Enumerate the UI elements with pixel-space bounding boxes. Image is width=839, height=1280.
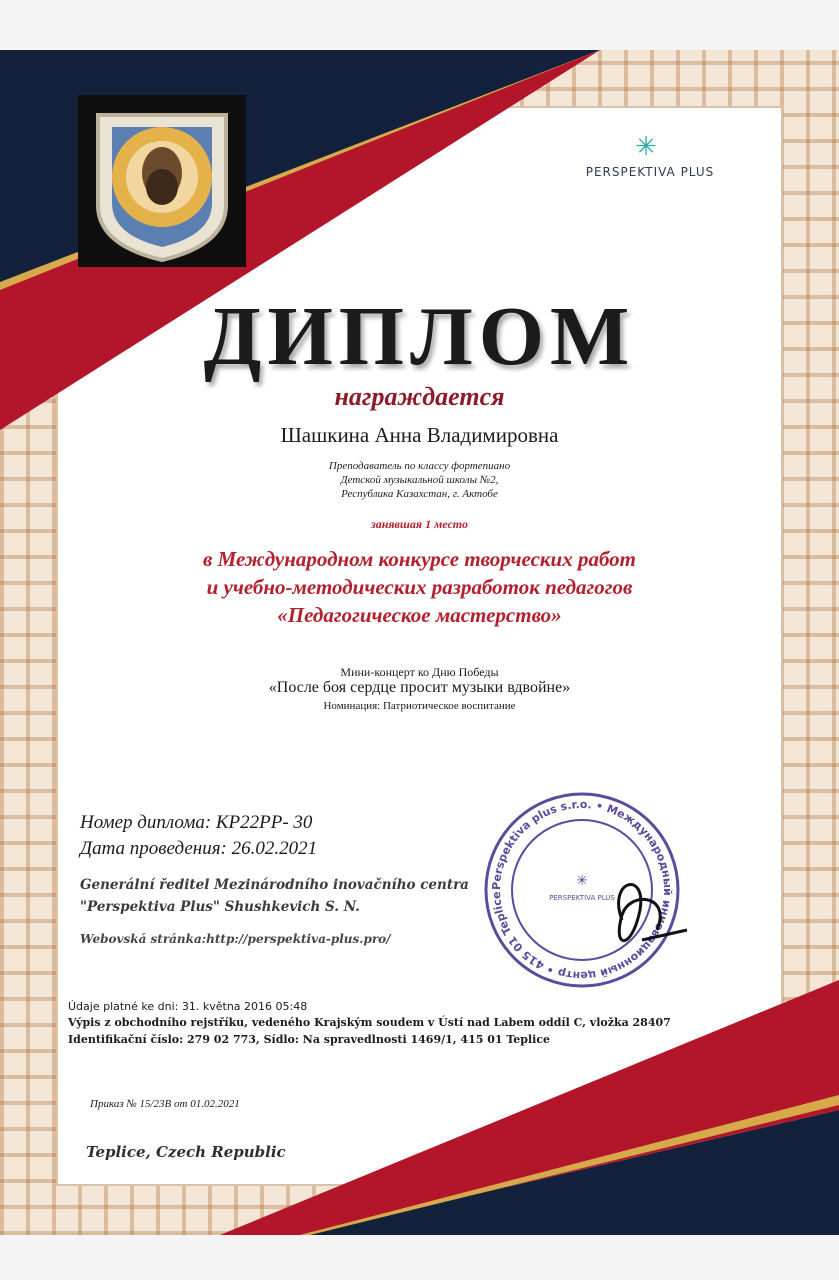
position-line: Преподаватель по классу фортепиано bbox=[328, 460, 511, 472]
position-line: Республика Казахстан, г. Актобе bbox=[341, 488, 498, 500]
portrait-emblem-icon bbox=[78, 95, 246, 267]
svg-text:Perspektiva plus s.r.o. • Межд bbox=[472, 790, 674, 982]
director-line: Generální ředitel Mezinárodního inovačního centra bbox=[80, 877, 469, 893]
contest-line: и учебно-методических разработок педагогов bbox=[206, 575, 633, 599]
city-label: Teplice, Czech Republic bbox=[86, 1143, 286, 1161]
contest-title: «Педагогическое мастерство» bbox=[277, 603, 562, 627]
place-label: занявшая 1 место bbox=[371, 517, 468, 531]
contest-line: в Международном конкурсе творческих работ bbox=[202, 547, 637, 571]
event-date: Дата проведения: 26.02.2021 bbox=[80, 838, 318, 859]
registry-line: Identifikační číslo: 279 02 773, Sídlo: Na spravedlnosti 1469/1, 415 01 Teplice bbox=[68, 1033, 551, 1046]
diploma-number: Номер диплома: КР22РР- 30 bbox=[80, 812, 313, 833]
certificate bbox=[0, 50, 839, 1235]
work-title: «После боя сердце просит музыки вдвойне» bbox=[268, 679, 571, 696]
work-type: Мини-концерт ко Дню Победы bbox=[340, 665, 499, 679]
snowflake-logo-icon: ✳ bbox=[635, 132, 657, 162]
svg-text:✳: ✳ bbox=[576, 873, 588, 889]
position-line: Детской музыкальной школы №2, bbox=[340, 474, 499, 486]
director-line: "Perspektiva Plus" Shushkevich S. N. bbox=[80, 899, 360, 915]
certificate-title: ДИПЛОМ bbox=[203, 290, 636, 383]
website-link[interactable]: Webovská stránka:http://perspektiva-plus.pro/ bbox=[80, 932, 391, 946]
nomination: Номинация: Патриотическое воспитание bbox=[323, 700, 516, 712]
recipient-name: Шашкина Анна Владимировна bbox=[280, 423, 559, 447]
awarded-label: награждается bbox=[334, 382, 505, 411]
registry-line: Údaje platné ke dni: 31. května 2016 05:48 bbox=[68, 1000, 308, 1013]
stamp-ring-text: Perspektiva plus s.r.o. • Международный инновационный центр • 415 01 Teplice bbox=[489, 797, 675, 983]
order-number: Приказ № 15/23В от 01.02.2021 bbox=[90, 1098, 240, 1110]
brand-name: PERSPEKTIVA PLUS bbox=[585, 165, 715, 179]
registry-line: Výpis z obchodního rejstříku, vedeného Krajským soudem v Ústí nad Labem oddíl C, vložka 28407 bbox=[68, 1016, 671, 1029]
round-seal-icon bbox=[472, 790, 692, 990]
stamp-brand: PERSPEKTIVA PLUS bbox=[549, 894, 615, 902]
